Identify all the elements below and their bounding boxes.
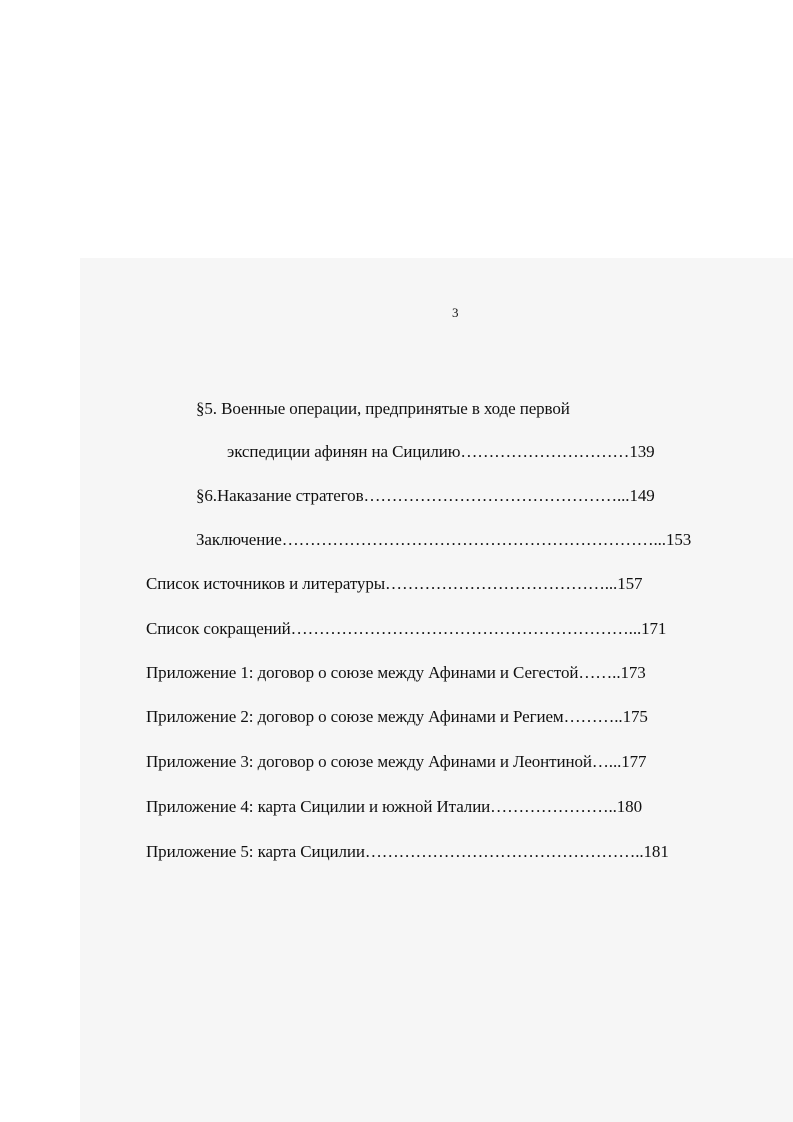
toc-entry-section-5-line-2: экспедиции афинян на Сицилию…………………………139 [227, 442, 655, 461]
toc-entry-appendix-1: Приложение 1: договор о союзе между Афинами и Сегестой……..173 [146, 663, 646, 682]
page-number: 3 [452, 305, 459, 320]
scanned-page-area [80, 258, 793, 1122]
toc-entry-section-6: §6.Наказание стратегов………………………………………...149 [196, 486, 655, 505]
toc-entry-abbreviations: Список сокращений……………………………………………………...171 [146, 619, 667, 638]
toc-entry-appendix-5: Приложение 5: карта Сицилии…………………………………………..181 [146, 842, 669, 861]
toc-entry-conclusion: Заключение…………………………………………………………...153 [196, 530, 692, 549]
toc-entry-appendix-4: Приложение 4: карта Сицилии и южной Италии…………………..180 [146, 797, 642, 816]
toc-entry-appendix-2: Приложение 2: договор о союзе между Афинами и Регием………..175 [146, 707, 648, 726]
toc-entry-sources-literature: Список источников и литературы…………………………………...157 [146, 574, 643, 593]
toc-entry-section-5-line-1: §5. Военные операции, предпринятые в ходе первой [196, 399, 570, 418]
toc-entry-appendix-3: Приложение 3: договор о союзе между Афинами и Леонтиной…...177 [146, 752, 647, 771]
